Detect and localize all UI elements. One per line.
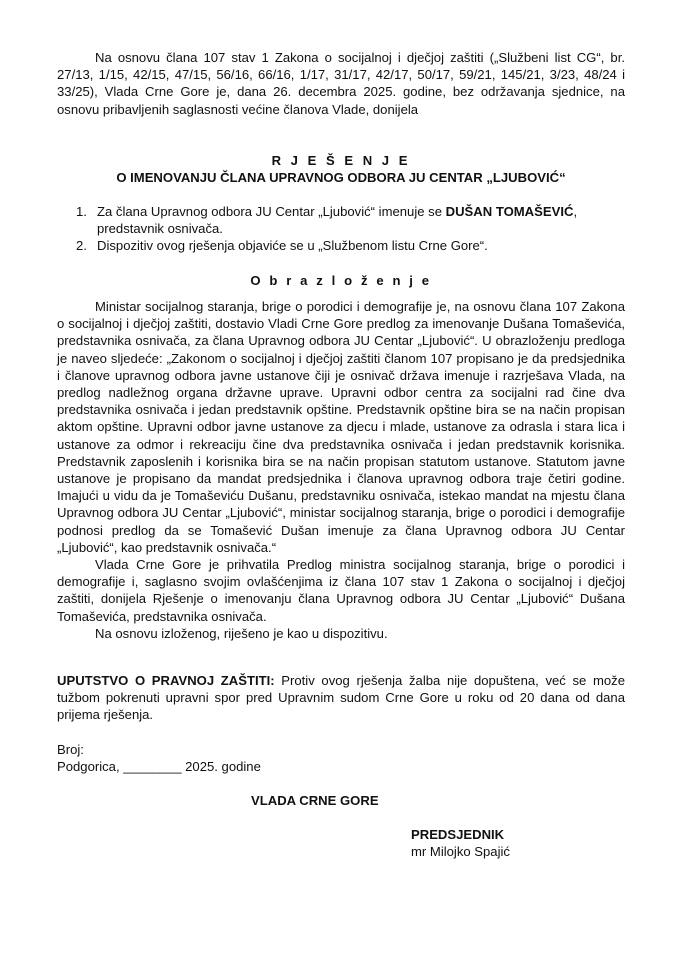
signatory (411, 826, 641, 860)
document-title (57, 152, 625, 186)
reasoning-section (57, 298, 625, 642)
reasoning-paragraph: Na osnovu izloženog, riješeno je kao u dispozitivu. (95, 625, 388, 641)
legal-remedy-label: UPUTSTVO O PRAVNOJ ZAŠTITI: (57, 673, 275, 688)
government-name: VLADA CRNE GORE (251, 793, 379, 808)
decision-item-number: 2. (76, 238, 87, 254)
place-and-date: Podgorica, ________ 2025. godine (57, 759, 261, 775)
decision-item-text-end: , predstavnik osnivača. (97, 204, 578, 237)
appointee-name: DUŠAN TOMAŠEVIĆ (445, 204, 574, 219)
decision-item-text: Za člana Upravnog odbora JU Centar „Ljubović“ imenuje se (97, 204, 446, 219)
document-number: Broj: (57, 742, 84, 757)
decision-list (76, 203, 625, 255)
decision-item-text: Dispozitiv ovog rješenja objaviće se u „Službenom listu Crne Gore“. (97, 238, 488, 254)
legal-remedy-text: Protiv ovog rješenja žalba nije dopuštena, već se može tužbom pokrenuti upravni spor pred Upravnim sudom Crne Gore u roku od 20 dana od dana prijema rješenja. (57, 673, 625, 723)
intro-paragraph: Na osnovu člana 107 stav 1 Zakona o socijalnoj i dječjoj zaštiti („Službeni list CG“, br. 27/13, 1/15, 42/15, 47/15, 56/16, 66/16, 1/17, 31/17, 42/17, 50/17, 59/21, 145/21, 3/23, 48/24 i 33/25), Vlada Crne Gore je, dana 26. decembra 2025. godine, bez održavanja sjednice, na osnovu pribavljenih saglasnosti većine članova Vlade, donijela (57, 50, 625, 117)
title-subject: O IMENOVANJU ČLANA UPRAVNOG ODBORA JU CENTAR „LJUBOVIĆ“ (116, 170, 566, 186)
title-decision: R J E Š E N J E (271, 153, 411, 168)
decision-item (76, 203, 625, 237)
signatory-name: mr Milojko Spajić (411, 844, 510, 860)
decision-item-number: 1. (76, 204, 87, 219)
reasoning-paragraph: Ministar socijalnog staranja, brige o porodici i demografije je, na osnovu člana 107 Zakona o socijalnoj i dječjoj zaštiti, dostavio Vladi Crne Gore predlog za imenovanje Dušana Tomaševića, predstavnika osnivača, za člana Upravnog odbora JU Centar „Ljubović“. U obrazloženju predloga je naveo sljedeće: „Zakonom o socijalnoj i dječjoj zaštiti članom 107 propisano je da predsjednika i članove upravnog odbora javne ustanove čiji je osnivač država imenuje i razrješava Vlada, na predlog nadležnog organa državne uprave. Upravni odbor centra za socijalni rad čine dva predstavnika osnivača i jedan predstavnik opštine. Predstavnik opštine bira se na način propisan aktom opštine. Upravni odbor javne ustanove za djecu i mlade, ustanove za odrasla i stara lica i ustanove za odmor i rekreaciju čine dva predstavnika osnivača i jedan predstavnik korisnika. Predstavnik zaposlenih i korisnika bira se na način propisan statutom ustanove. Statutom javne ustanove je propisano da mandat predsjednika i članova upravnog odbora traje četiri godine. Imajući u vidu da je Tomaševiću Dušanu, predstavniku osnivača, istekao mandat na mjestu člana Upravnog odbora JU Centar „Ljubović“, ministar socijalnog staranja, brige o porodici i demografije podnosi predlog da se Tomašević Dušan imenuje za člana Upravnog odbora JU Centar „Ljubović“, kao predstavnik osnivača.“ (57, 299, 625, 555)
reasoning-heading: O b r a z l o ž e n j e (250, 273, 432, 288)
legal-remedy (57, 672, 625, 724)
decision-item (76, 237, 625, 254)
document-footer-place (57, 741, 625, 775)
reasoning-paragraph: Vlada Crne Gore je prihvatila Predlog ministra socijalnog staranja, brige o porodici i demografije i, saglasno svojim ovlašćenjima iz člana 107 stav 1 Zakona o socijalnoj i dječjoj zaštiti, donijela Rješenje o imenovanju člana Upravnog odbora JU Centar „Ljubović“ Dušana Tomaševića, predstavnika osnivača. (57, 557, 625, 624)
signatory-title: PREDSJEDNIK (411, 827, 505, 842)
